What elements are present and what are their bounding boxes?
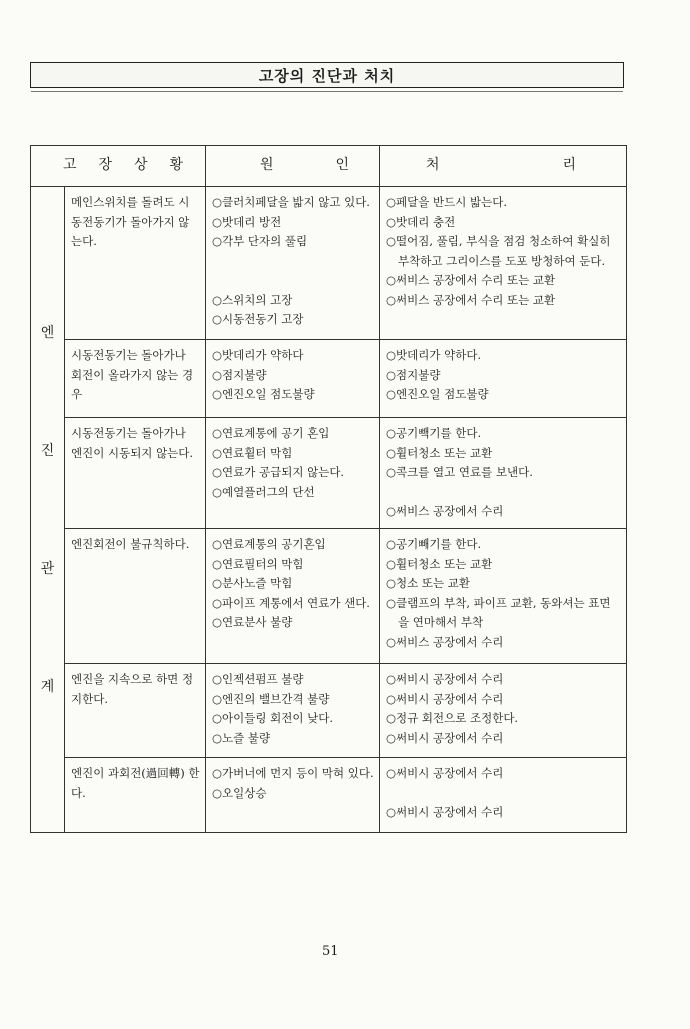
cause-cell: ○인젝션펌프 불량 ○엔진의 밸브간격 불량 ○아이들링 회전이 낮다. ○노즐 불량 bbox=[206, 664, 380, 758]
cause-cell: ○클러치페달을 밟지 않고 있다. ○밧데리 방전 ○각부 단자의 풀림 ○스위치의 고장 ○시동전동기 고장 bbox=[206, 187, 380, 340]
table-row bbox=[31, 529, 627, 664]
remedy-cell: ○페달을 반드시 밟는다. ○밧데리 충전 ○떨어짐, 풀림, 부식을 점검 청소하여 확실히 부착하고 그리이스를 도포 방청하여 둔다. ○써비스 공장에서 수리 또는 교환 ○써비스 공장에서 수리 또는 교환 bbox=[380, 187, 627, 340]
remedy-cell: ○써비시 공장에서 수리 ○써비시 공장에서 수리 ○정규 회전으로 조정한다. ○써비시 공장에서 수리 bbox=[380, 664, 627, 758]
remedy-cell: ○밧데리가 약하다. ○점지불량 ○엔진오일 점도불량 bbox=[380, 340, 627, 418]
table-row bbox=[31, 664, 627, 758]
table-row bbox=[31, 758, 627, 833]
diagnosis-table bbox=[30, 145, 627, 833]
table-row bbox=[31, 187, 627, 340]
cause-cell: ○가버너에 먼지 등이 막혀 있다. ○오일상승 bbox=[206, 758, 380, 833]
symptom-cell: 시동전동기는 돌아가나 회전이 올라가지 않는 경우 bbox=[65, 340, 206, 418]
table-header-row bbox=[31, 146, 627, 187]
symptom-cell: 메인스위치를 돌려도 시동전동기가 돌아가지 않는다. bbox=[65, 187, 206, 340]
table-row bbox=[31, 340, 627, 418]
system-label: 엔 진 관 계 bbox=[31, 187, 65, 833]
cause-cell: ○밧데리가 약하다 ○점지불량 ○엔진오일 점도불량 bbox=[206, 340, 380, 418]
table-row bbox=[31, 418, 627, 529]
cause-cell: ○연료계통의 공기혼입 ○연료필터의 막힘 ○분사노즐 막힘 ○파이프 계통에서 연료가 샌다. ○연료분사 불량 bbox=[206, 529, 380, 664]
symptom-cell: 엔진이 과회전(過回轉) 한다. bbox=[65, 758, 206, 833]
page-title: 고장의 진단과 처치 bbox=[258, 66, 396, 85]
remedy-cell: ○공기빼기를 한다. ○휠터청소 또는 교환 ○청소 또는 교환 ○클램프의 부착, 파이프 교환, 동와셔는 표면을 연마해서 부착 ○써비스 공장에서 수리 bbox=[380, 529, 627, 664]
page-number: 51 bbox=[322, 944, 339, 959]
symptom-cell: 엔진회전이 불규칙하다. bbox=[65, 529, 206, 664]
header-cause: 원 인 bbox=[206, 146, 380, 187]
header-remedy: 처 리 bbox=[380, 146, 627, 187]
cause-cell: ○연료계통에 공기 혼입 ○연료휠터 막힘 ○연료가 공급되지 않는다. ○예열플러그의 단선 bbox=[206, 418, 380, 529]
header-symptom: 고 장 상 황 bbox=[31, 146, 206, 187]
symptom-cell: 시동전동기는 돌아가나 엔진이 시동되지 않는다. bbox=[65, 418, 206, 529]
remedy-cell: ○써비시 공장에서 수리 ○써비시 공장에서 수리 bbox=[380, 758, 627, 833]
symptom-cell: 엔진을 지속으로 하면 정지한다. bbox=[65, 664, 206, 758]
remedy-cell: ○공기빽기를 한다. ○휠터청소 또는 교환 ○콕크를 열고 연료를 보낸다. ○써비스 공장에서 수리 bbox=[380, 418, 627, 529]
page-title-box bbox=[30, 62, 624, 88]
